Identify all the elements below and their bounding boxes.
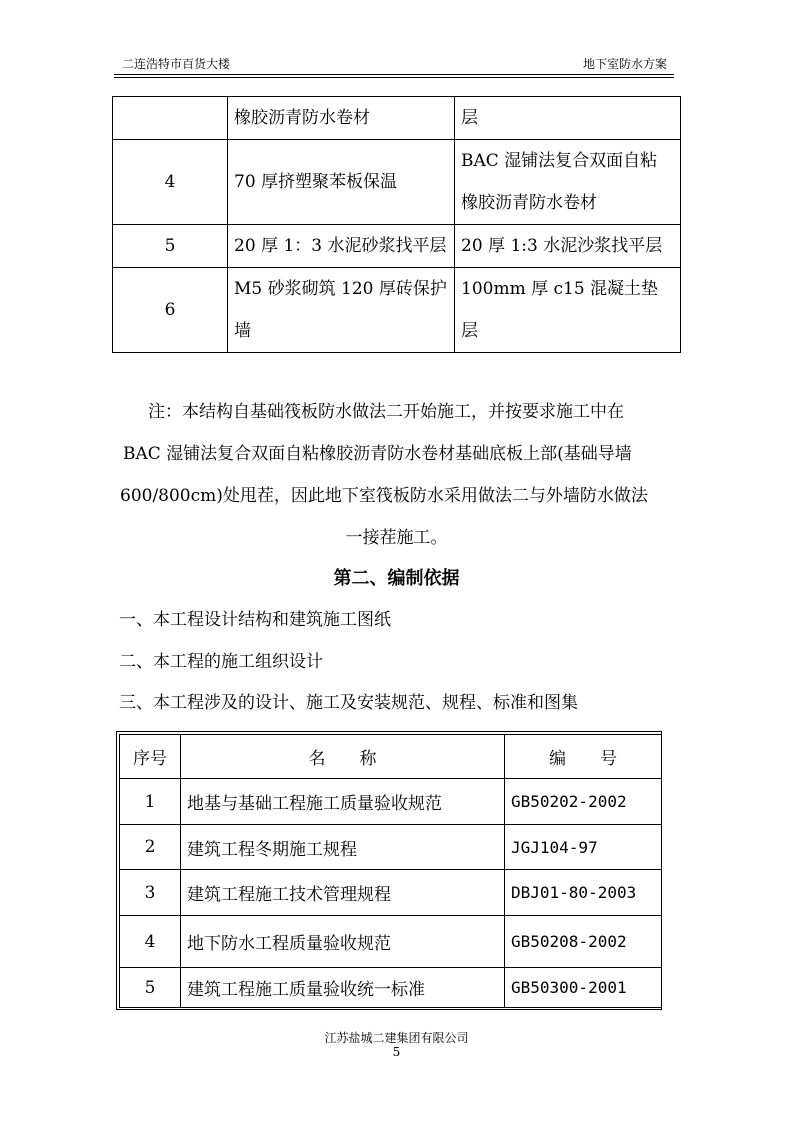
method1-cell <box>228 225 455 268</box>
row-serial: 4 <box>120 916 181 968</box>
header-left-title: 二连浩特市百货大楼 <box>122 57 231 71</box>
row-number: 5 <box>113 225 228 268</box>
row-serial: 1 <box>120 779 181 825</box>
table-row <box>120 779 662 825</box>
cell-line: 20 厚 1:3 水泥沙浆找平层 <box>461 236 663 256</box>
cell-line: 橡胶沥青防水卷材 <box>461 193 597 213</box>
section-item: 三、本工程涉及的设计、施工及安装规范、规程、标准和图集 <box>119 693 578 713</box>
table-row <box>120 968 662 1008</box>
table-row <box>120 825 662 870</box>
row-number: 6 <box>113 268 228 353</box>
header-right-title: 地下室防水方案 <box>583 57 668 71</box>
method1-cell <box>228 97 455 140</box>
row-serial: 3 <box>120 870 181 916</box>
row-number <box>113 97 228 140</box>
row-code: JGJ104-97 <box>505 825 662 870</box>
cell-line: 20 厚 1：3 水泥砂浆找平层 <box>234 236 447 256</box>
section-item: 一、本工程设计结构和建筑施工图纸 <box>119 610 391 630</box>
cell-line: BAC 湿铺法复合双面自粘 <box>461 151 658 171</box>
row-code: GB50300-2001 <box>505 968 662 1008</box>
row-name: 地基与基础工程施工质量验收规范 <box>181 779 505 825</box>
header-code: 编 号 <box>505 735 662 779</box>
cell-line: 100mm 厚 c15 混凝土垫层 <box>461 279 659 341</box>
footer-company: 江苏盐城二建集团有限公司 <box>324 1031 469 1045</box>
method2-cell <box>455 97 681 140</box>
cell-line: 70 厚挤塑聚苯板保温 <box>234 172 398 192</box>
table-row <box>113 140 681 225</box>
standards-table <box>119 734 662 1008</box>
waterproof-layer-table <box>112 96 681 353</box>
method2-cell <box>455 225 681 268</box>
row-code: DBJ01-80-2003 <box>505 870 662 916</box>
row-serial: 2 <box>120 825 181 870</box>
table-header-row <box>120 735 662 779</box>
method1-cell <box>228 268 455 353</box>
row-serial: 5 <box>120 968 181 1008</box>
method2-cell <box>455 268 681 353</box>
table-row <box>120 916 662 968</box>
note-line-3: 600/800cm)处甩茬，因此地下室筏板防水采用做法二与外墙防水做法 <box>120 486 648 506</box>
method1-cell <box>228 140 455 225</box>
method2-cell <box>455 140 681 225</box>
note-line-1: 注：本结构自基础筏板防水做法二开始施工，并按要求施工中在 <box>148 402 624 422</box>
table-row <box>113 225 681 268</box>
header-rule-top <box>114 74 674 75</box>
cell-line: 层 <box>461 108 478 128</box>
section-title: 第二、编制依据 <box>333 568 460 589</box>
note-line-2: BAC 湿铺法复合双面自粘橡胶沥青防水卷材基础底板上部(基础导墙 <box>123 444 632 464</box>
row-name: 建筑工程施工质量验收统一标准 <box>181 968 505 1008</box>
row-code: GB50208-2002 <box>505 916 662 968</box>
cell-line: 橡胶沥青防水卷材 <box>234 108 370 128</box>
header-serial: 序号 <box>120 735 181 779</box>
row-number: 4 <box>113 140 228 225</box>
page-number: 5 <box>392 1045 401 1059</box>
table-row <box>113 268 681 353</box>
row-name: 建筑工程施工技术管理规程 <box>181 870 505 916</box>
row-name: 地下防水工程质量验收规范 <box>181 916 505 968</box>
header-rule-bottom <box>114 77 674 78</box>
header-name: 名 称 <box>181 735 505 779</box>
cell-line: M5 砂浆砌筑 120 厚砖保护 <box>234 279 447 299</box>
note-line-4: 一接茬施工。 <box>345 528 448 548</box>
row-name: 建筑工程冬期施工规程 <box>181 825 505 870</box>
row-code: GB50202-2002 <box>505 779 662 825</box>
table-row <box>113 97 681 140</box>
cell-line: 墙 <box>234 321 251 341</box>
section-item: 二、本工程的施工组织设计 <box>119 652 323 672</box>
table-row <box>120 870 662 916</box>
